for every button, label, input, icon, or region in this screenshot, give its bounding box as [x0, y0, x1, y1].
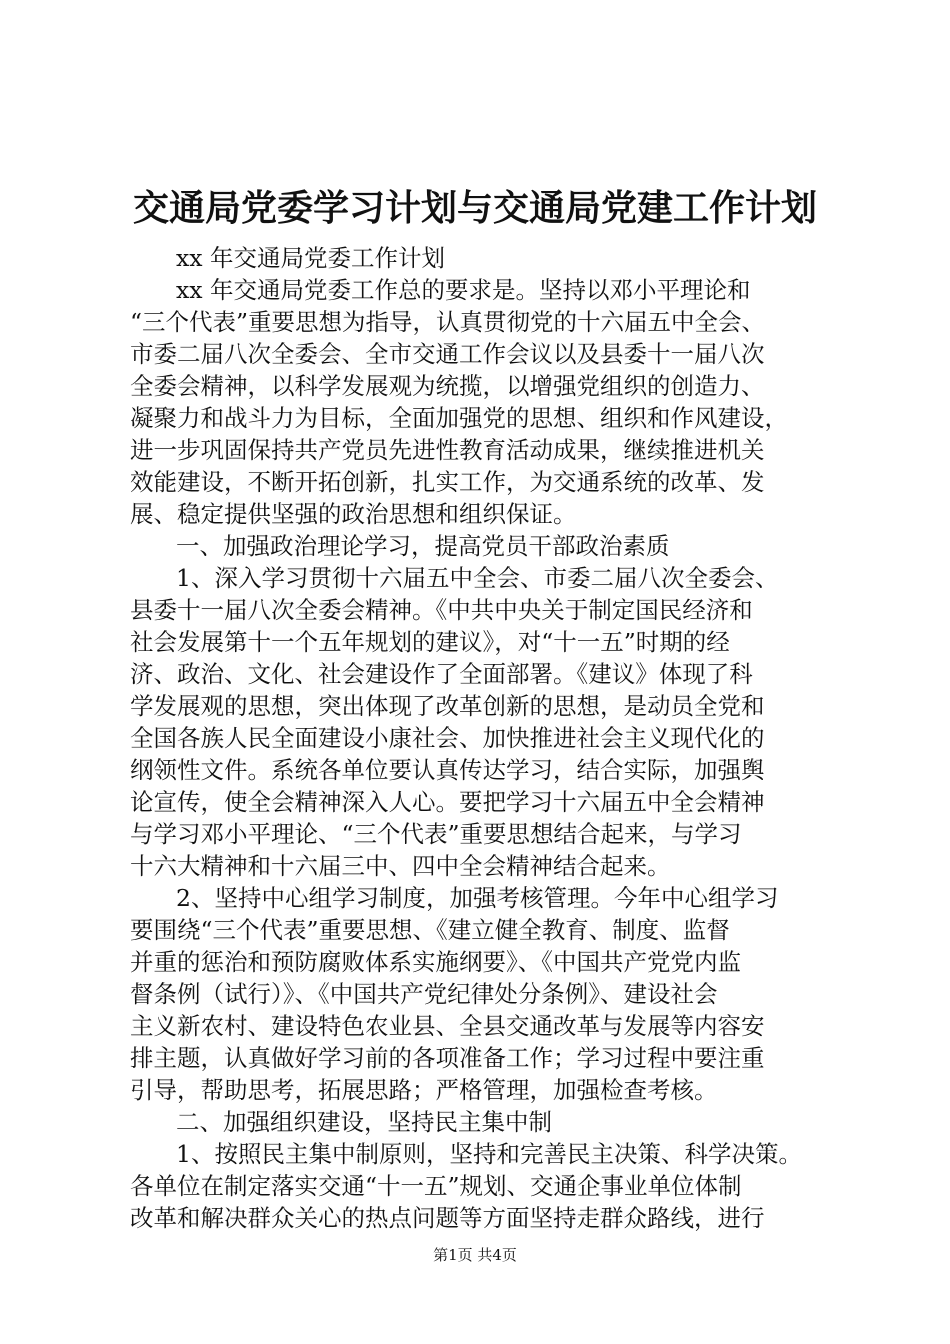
text-line: 主义新农村、建设特色农业县、全县交通改革与发展等内容安: [130, 1012, 765, 1040]
text-line: 县委十一届八次全委会精神。《中共中央关于制定国民经济和: [130, 596, 753, 624]
text-line: 要围绕“三个代表”重要思想、《建立健全教育、制度、监督: [130, 916, 730, 944]
text-line: 进一步巩固保持共产党员先进性教育活动成果，继续推进机关: [130, 436, 765, 464]
text-line: 济、政治、文化、社会建设作了全面部署。《建议》体现了科: [130, 660, 753, 688]
text-line: 引导，帮助思考，拓展思路；严格管理，加强检查考核。: [130, 1076, 718, 1104]
text-line: 与学习邓小平理论、“三个代表”重要思想结合起来，与学习: [130, 820, 742, 848]
text-line: 并重的惩治和预防腐败体系实施纲要》、《中国共产党党内监: [130, 948, 741, 976]
text-line: 社会发展第十一个五年规划的建议》，对“十一五”时期的经: [130, 628, 730, 656]
text-line: 2、坚持中心组学习制度，加强考核管理。今年中心组学习: [176, 884, 779, 912]
text-line: 效能建设，不断开拓创新，扎实工作，为交通系统的改革、发: [130, 468, 765, 496]
text-line: xx 年交通局党委工作计划: [176, 244, 445, 272]
text-line: 全委会精神，以科学发展观为统揽，以增强党组织的创造力、: [130, 372, 765, 400]
text-line: “三个代表”重要思想为指导，认真贯彻党的十六届五中全会、: [130, 308, 766, 336]
text-line: xx 年交通局党委工作总的要求是。坚持以邓小平理论和: [176, 276, 751, 304]
text-line: 改革和解决群众关心的热点问题等方面坚持走群众路线，进行: [130, 1204, 765, 1232]
text-line: 十六大精神和十六届三中、四中全会精神结合起来。: [130, 852, 671, 880]
text-line: 各单位在制定落实交通“十一五”规划、交通企事业单位体制: [130, 1172, 742, 1200]
text-line: 学发展观的思想，突出体现了改革创新的思想，是动员全党和: [130, 692, 765, 720]
page-footer: 第1页 共4页: [433, 1246, 517, 1264]
text-line: 凝聚力和战斗力为目标，全面加强党的思想、组织和作风建设，: [130, 404, 788, 432]
text-line: 展、稳定提供坚强的政治思想和组织保证。: [130, 500, 577, 528]
text-line: 论宣传，使全会精神深入人心。要把学习十六届五中全会精神: [130, 788, 765, 816]
document-title: 交通局党委学习计划与交通局党建工作计划: [132, 187, 817, 229]
text-line: 1、按照民主集中制原则，坚持和完善民主决策、科学决策。: [176, 1140, 802, 1168]
text-line: 纲领性文件。系统各单位要认真传达学习，结合实际，加强舆: [130, 756, 765, 784]
text-line: 排主题，认真做好学习前的各项准备工作；学习过程中要注重: [130, 1044, 765, 1072]
text-line: 一、加强政治理论学习，提高党员干部政治素质: [176, 532, 670, 560]
text-line: 二、加强组织建设，坚持民主集中制: [176, 1108, 552, 1136]
text-line: 市委二届八次全委会、全市交通工作会议以及县委十一届八次: [130, 340, 765, 368]
text-line: 全国各族人民全面建设小康社会、加快推进社会主义现代化的: [130, 724, 765, 752]
document-body: [130, 242, 830, 1234]
text-line: 1、深入学习贯彻十六届五中全会、市委二届八次全委会、: [176, 564, 779, 592]
text-line: 督条例（试行）》、《中国共产党纪律处分条例》、建设社会: [130, 980, 718, 1008]
